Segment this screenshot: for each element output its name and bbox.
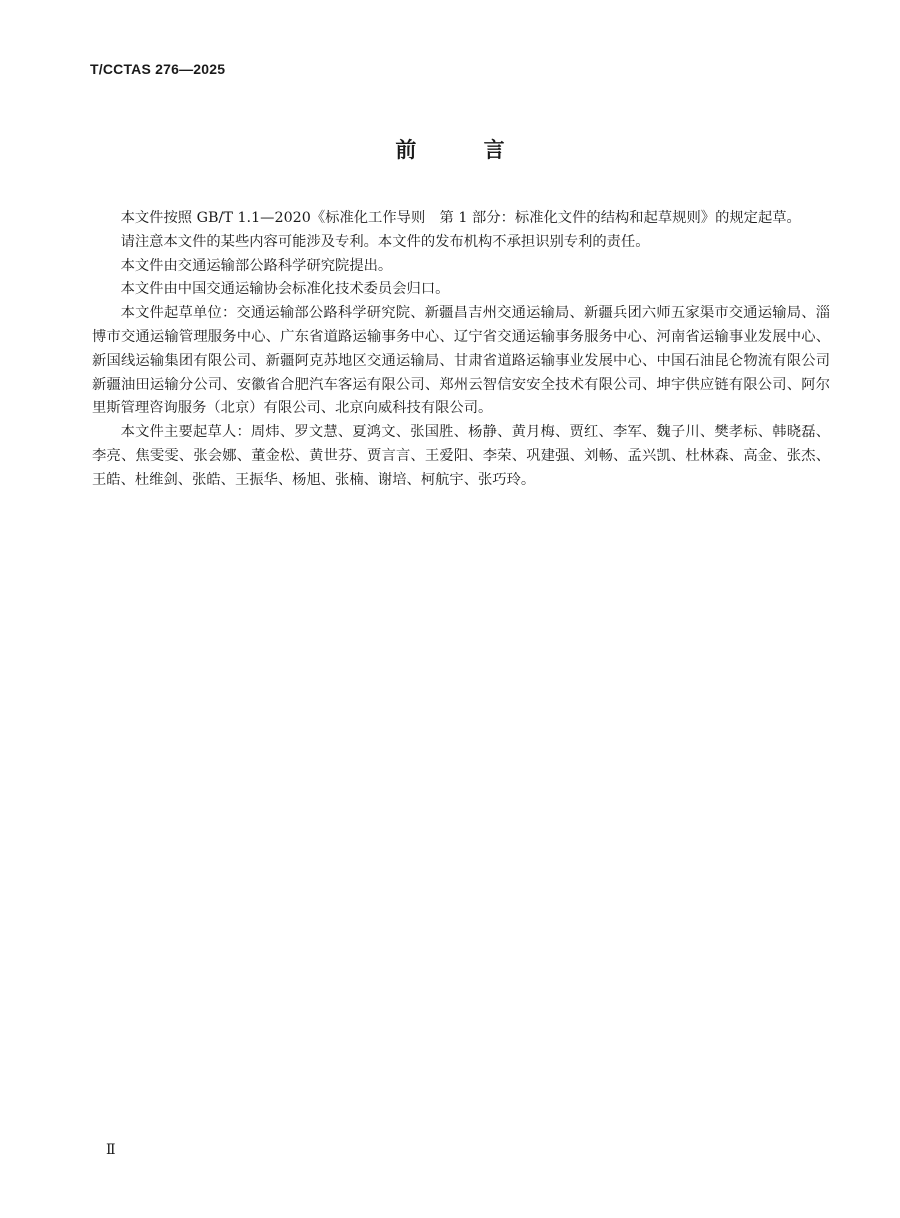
paragraph-patent-notice: 请注意本文件的某些内容可能涉及专利。本文件的发布机构不承担识别专利的责任。 — [120, 233, 650, 250]
paragraph-administrator: 本文件由中国交通运输协会标准化技术委员会归口。 — [120, 281, 450, 298]
paragraph-drafting-units: 本文件起草单位：交通运输部公路科学研究院、新疆昌吉州交通运输局、新疆兵团六师五家渠市交通运输局、淄博市交通运输管理服务中心、广东省道路运输事务中心、辽宁省交通运输事务服务中心、河南省运输事业发展中心、新国线运输集团有限公司、新疆阿克苏地区交通运输局、甘肃省道路运输事业发展中心、中国石油昆仑物流有限公司新疆油田运输分公司、安徽省合肥汽车客运有限公司、郑州云智信安安全技术有限公司、坤宇供应链有限公司、阿尔里斯管理咨询服务（北京）有限公司、北京向威科技有限公司。 — [92, 305, 830, 417]
paragraph-drafting-rules: 本文件按照 GB/T 1.1—2020《标准化工作导则 第 1 部分：标准化文件的结构和起草规则》的规定起草。 — [120, 210, 801, 226]
paragraph-drafters: 本文件主要起草人：周炜、罗文慧、夏鸿文、张国胜、杨静、黄月梅、贾红、李军、魏子川、樊孝标、韩晓磊、李亮、焦雯雯、张会娜、董金松、黄世芬、贾言言、王爱阳、李荣、巩建强、刘畅、孟兴凯、杜林森、高金、张杰、王皓、杜维剑、张皓、王振华、杨旭、张楠、谢培、柯航宇、张巧玲。 — [92, 424, 830, 488]
paragraph-proposer: 本文件由交通运输部公路科学研究院提出。 — [120, 257, 393, 274]
document-code: T/CCTAS 276—2025 — [90, 61, 226, 77]
page-number: Ⅱ — [106, 1142, 116, 1158]
foreword-body — [92, 207, 830, 493]
page-title: 前 言 — [395, 138, 535, 162]
